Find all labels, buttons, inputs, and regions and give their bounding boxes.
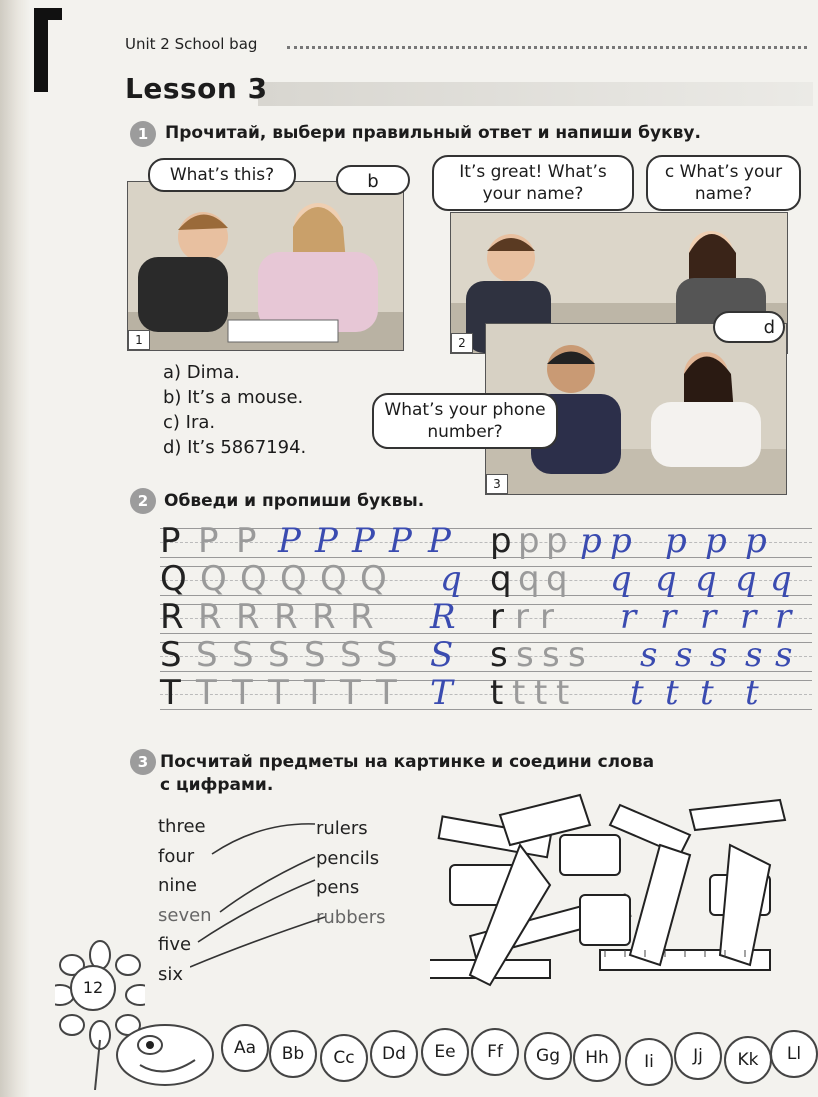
bubble-its-great: It’s great! What’s your name? [432, 155, 634, 211]
letter-handwritten: q [770, 559, 792, 599]
letter-practice [160, 522, 812, 712]
letter-handwritten: R [430, 597, 456, 637]
letter-row-q [160, 560, 812, 598]
letter-handwritten: t [745, 673, 759, 713]
connection-line [190, 917, 325, 967]
letter-trace: S [340, 635, 362, 675]
letter-handwritten: q [440, 559, 462, 599]
letter-trace: S [196, 635, 218, 675]
letter-sample-lower: t [490, 673, 504, 713]
connection-line [198, 880, 315, 942]
letter-trace: T [196, 673, 217, 713]
bubble-whats-your-name: c What’s your name? [646, 155, 801, 211]
task-number-3: 3 [130, 749, 156, 775]
letter-trace: t [556, 673, 570, 713]
letter-handwritten: p [665, 521, 687, 561]
letter-trace: t [512, 673, 526, 713]
letter-sample-lower: p [490, 521, 512, 561]
alphabet-letter: Cc [320, 1034, 368, 1082]
letter-handwritten: p [705, 521, 727, 561]
alphabet-strip [0, 1010, 818, 1097]
letter-trace: S [304, 635, 326, 675]
rubber-shape [560, 835, 620, 875]
letter-handwritten: s [775, 635, 793, 675]
word-rubbers: rubbers [316, 906, 386, 928]
letter-trace: S [232, 635, 254, 675]
alphabet-letter: Dd [370, 1030, 418, 1078]
letter-trace: s [568, 635, 586, 675]
letter-handwritten: r [775, 597, 792, 637]
letter-trace: r [515, 597, 529, 637]
bubble-phone-number: What’s your phone number? [372, 393, 558, 449]
letter-sample: R [160, 597, 184, 637]
bubble-answer-b: b [336, 165, 410, 195]
word-pens: pens [316, 877, 360, 898]
letter-sample: P [160, 521, 181, 561]
answer-option-d: d) It’s 5867194. [163, 437, 307, 458]
letter-trace: Q [360, 559, 387, 599]
letter-trace: s [516, 635, 534, 675]
letter-handwritten: P [352, 521, 375, 561]
word-seven: seven [158, 904, 212, 926]
pencil-shape [610, 805, 690, 855]
word-pencils: pencils [316, 847, 380, 869]
letter-trace: s [542, 635, 560, 675]
bubble-answer-d: d [713, 311, 785, 343]
letter-trace: p [518, 521, 540, 561]
letter-handwritten: q [655, 559, 677, 599]
letter-handwritten: T [430, 673, 453, 713]
letter-handwritten: r [740, 597, 757, 637]
task-number-1: 1 [130, 121, 156, 147]
letter-trace: S [376, 635, 398, 675]
letter-handwritten: s [640, 635, 658, 675]
school-objects-picture [430, 785, 810, 1005]
task-number-2: 2 [130, 488, 156, 514]
word-six: six [158, 963, 184, 985]
letter-handwritten: s [710, 635, 728, 675]
letter-trace: Q [240, 559, 267, 599]
connection-line [220, 857, 315, 912]
letter-sample-lower: q [490, 559, 512, 599]
letter-row-s [160, 636, 812, 674]
answer-option-a: a) Dima. [163, 362, 240, 383]
pen-shape [630, 845, 690, 965]
letter-trace: T [376, 673, 397, 713]
letter-handwritten: q [695, 559, 717, 599]
letter-handwritten: s [745, 635, 763, 675]
word-nine: nine [158, 875, 197, 896]
letter-handwritten: P [428, 521, 451, 561]
letter-trace: P [236, 521, 257, 561]
letter-trace: p [546, 521, 568, 561]
letter-trace: P [198, 521, 219, 561]
task3-instruction-line2: с цифрами. [160, 775, 274, 795]
answer-option-c: c) Ira. [163, 412, 216, 433]
letter-trace: T [268, 673, 289, 713]
alphabet-letter: Gg [524, 1032, 572, 1080]
letter-handwritten: q [735, 559, 757, 599]
page-number: 12 [70, 965, 116, 1011]
rubber-shape [580, 895, 630, 945]
answer-option-b: b) It’s a mouse. [163, 387, 304, 408]
photo-1 [127, 181, 404, 351]
word-rulers: rulers [316, 818, 368, 839]
lesson-title: Lesson 3 [125, 72, 268, 105]
photo-2-number: 2 [451, 333, 473, 353]
corner-mark [34, 8, 48, 92]
letter-handwritten: r [660, 597, 677, 637]
task3-instruction-line1: Посчитай предметы на картинке и соедини слова [160, 752, 655, 772]
photo-3-number: 3 [486, 474, 508, 494]
letter-trace: T [304, 673, 325, 713]
letter-handwritten: p [745, 521, 767, 561]
letter-handwritten: t [665, 673, 679, 713]
photo-1-number: 1 [128, 330, 150, 350]
pen-shape [720, 845, 770, 965]
letter-trace: Q [280, 559, 307, 599]
lesson-bar [258, 82, 813, 106]
letter-handwritten: s [675, 635, 693, 675]
word-four: four [158, 845, 195, 867]
letter-trace: r [540, 597, 554, 637]
header-dotted-line [287, 46, 807, 49]
alphabet-letter: Ii [625, 1038, 673, 1086]
letter-trace: R [274, 597, 298, 637]
word-three: three [158, 816, 206, 837]
letter-handwritten: S [430, 635, 454, 675]
alphabet-letter: Bb [269, 1030, 317, 1078]
corner-mark-top [34, 8, 62, 20]
letter-trace: R [236, 597, 260, 637]
connection-line [212, 824, 315, 854]
letter-sample-lower: s [490, 635, 508, 675]
alphabet-letter: Ll [770, 1030, 818, 1078]
letter-handwritten: P [315, 521, 338, 561]
letter-row-t [160, 674, 812, 712]
letter-row-r [160, 598, 812, 636]
letter-trace: Q [200, 559, 227, 599]
letter-handwritten: P [278, 521, 301, 561]
letter-trace: t [534, 673, 548, 713]
page-edge [0, 0, 30, 1097]
letter-handwritten: p [610, 521, 632, 561]
alphabet-letter: Hh [573, 1034, 621, 1082]
bubble-whats-this: What’s this? [148, 158, 296, 192]
pencil-shape [690, 800, 785, 830]
answer-options [163, 360, 306, 460]
letter-trace: q [518, 559, 540, 599]
alphabet-letter: Aa [221, 1024, 269, 1072]
letter-row-p [160, 522, 812, 560]
letter-handwritten: q [610, 559, 632, 599]
unit-header: Unit 2 School bag [125, 35, 258, 53]
letter-sample: Q [160, 559, 187, 599]
alphabet-letter: Kk [724, 1036, 772, 1084]
letter-trace: T [232, 673, 253, 713]
letter-trace: R [312, 597, 336, 637]
letter-sample-lower: r [490, 597, 504, 637]
photo-1-illustration [128, 182, 403, 350]
word-five: five [158, 934, 192, 955]
letter-handwritten: r [700, 597, 717, 637]
letter-sample: S [160, 635, 182, 675]
letter-handwritten: P [389, 521, 412, 561]
letter-handwritten: p [580, 521, 602, 561]
task2-instruction: Обведи и пропиши буквы. [164, 491, 425, 511]
alphabet-letter: Ee [421, 1028, 469, 1076]
task1-instruction: Прочитай, выбери правильный ответ и напиши букву. [165, 123, 701, 143]
letter-trace: T [340, 673, 361, 713]
letter-handwritten: t [630, 673, 644, 713]
letter-trace: Q [320, 559, 347, 599]
letter-trace: q [546, 559, 568, 599]
letter-sample: T [160, 673, 181, 713]
letter-trace: R [198, 597, 222, 637]
letter-trace: R [350, 597, 374, 637]
alphabet-letter: Jj [674, 1032, 722, 1080]
letter-handwritten: r [620, 597, 637, 637]
letter-handwritten: t [700, 673, 714, 713]
connection-lines [190, 812, 330, 982]
letter-trace: S [268, 635, 290, 675]
alphabet-letter: Ff [471, 1028, 519, 1076]
